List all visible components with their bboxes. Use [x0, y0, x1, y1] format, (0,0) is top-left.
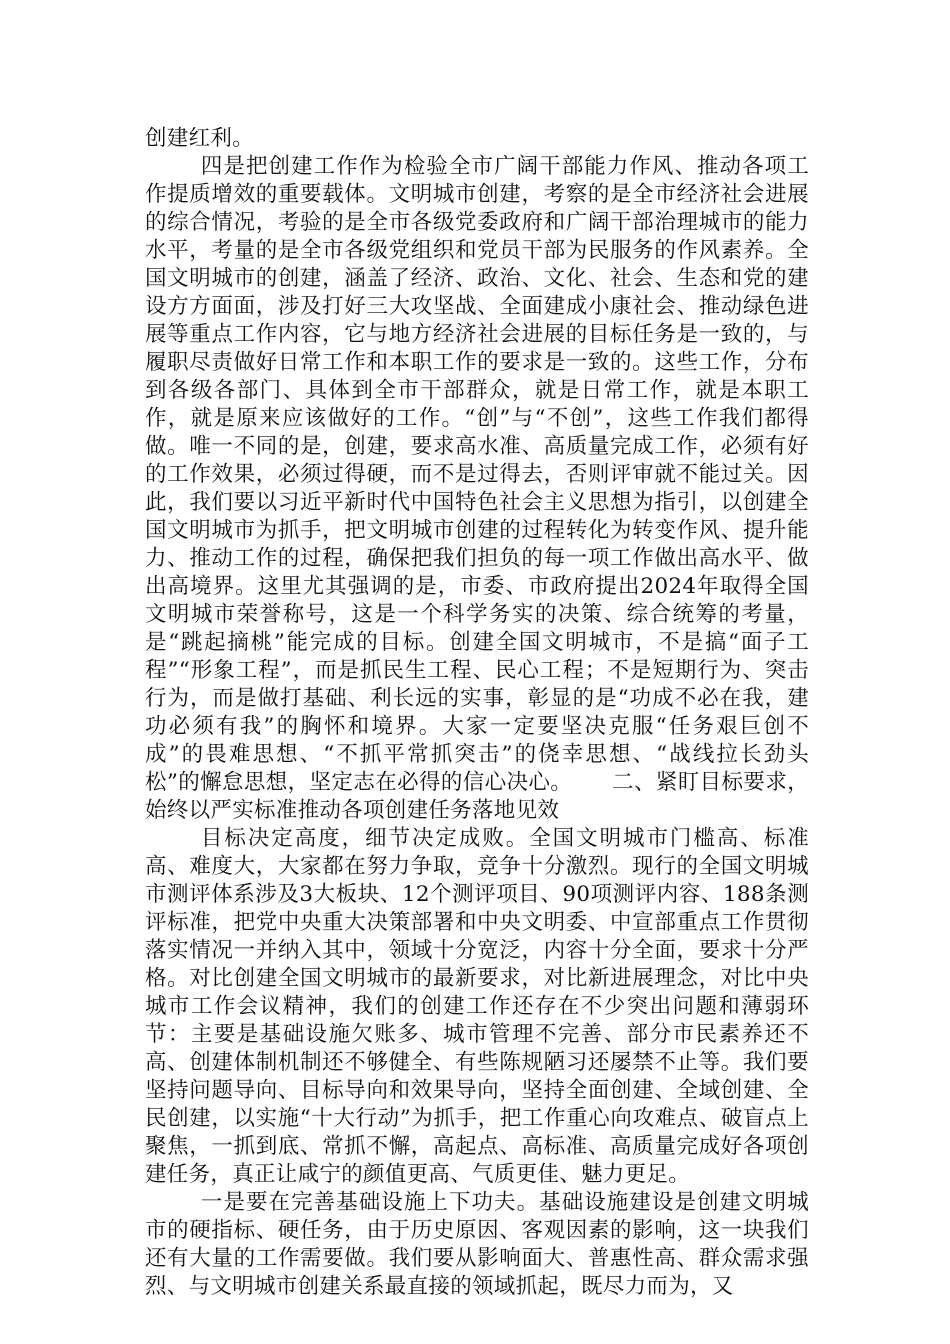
paragraph-section-four [145, 153, 809, 825]
document-page [145, 125, 809, 1301]
section-heading-two: 二、紧盯目标要求，始终以严实标准推动各项创建任务落地见效 [145, 770, 809, 823]
paragraph-continuation: 创建红利。 [145, 126, 255, 151]
paragraph-section-four-text: 四是把创建工作作为检验全市广阔干部能力作风、推动各项工作提质增效的重要载体。文明城市创建，考察的是全市经济社会进展的综合情况，考验的是全市各级党委政府和广阔干部治理城市的能力水平，考量的是全市各级党组织和党员干部为民服务的作风素养。全国文明城市的创建，涵盖了经济、政治、文化、社会、生态和党的建设方方面面，涉及打好三大攻坚战、全面建成小康社会、推动绿色进展等重点工作内容，它与地方经济社会进展的目标任务是一致的，与履职尽责做好日常工作和本职工作的要求是一致的。这些工作，分布到各级各部门、具体到全市干部群众，就是日常工作，就是本职工作，就是原来应该做好的工作。“创”与“不创”，这些工作我们都得做。唯一不同的是，创建，要求高水准、高质量完成工作，必须有好的工作效果，必须过得硬，而不是过得去，否则评审就不能过关。因此，我们要以习近平新时代中国特色社会主义思想为指引，以创建全国文明城市为抓手，把文明城市创建的过程转化为转变作风、提升能力、推动工作的过程，确保把我们担负的每一项工作做出高水平、做出高境界。这里尤其强调的是，市委、市政府提出2024年取得全国文明城市荣誉称号，这是一个科学务实的决策、综合统筹的考量，是“跳起摘桃”能完成的目标。创建全国文明城市，不是搞“面子工程”“形象工程”，而是抓民生工程、民心工程；不是短期行为、突击行为，而是做打基础、利长远的实事，彰显的是“功成不必在我，建功必须有我”的胸怀和境界。大家一定要坚决克服“任务艰巨创不成”的畏难思想、“不抓平常抓突击”的侥幸思想、“战线拉长劲头松”的懈怠思想，坚定志在必得的信心决心。 [145, 154, 809, 795]
paragraph-target-requirements: 目标决定高度，细节决定成败。全国文明城市门槛高、标准高、难度大，大家都在努力争取，竞争十分激烈。现行的全国文明城市测评体系涉及3大板块、12个测评项目、90项测评内容、188条测评标准，把党中央重大决策部署和中央文明委、中宣部重点工作贯彻落实情况一并纳入其中，领域十分宽泛，内容十分全面，要求十分严格。对比创建全国文明城市的最新要求，对比新进展理念，对比中央城市工作会议精神，我们的创建工作还存在不少突出问题和薄弱环节：主要是基础设施欠账多、城市管理不完善、部分市民素养还不高、创建体制机制还不够健全、有些陈规陋习还屡禁不止等。我们要坚持问题导向、目标导向和效果导向，坚持全面创建、全域创建、全民创建，以实施“十大行动”为抓手，把工作重心向攻难点、破盲点上聚焦，一抓到底、常抓不懈，高起点、高标准、高质量完成好各项创建任务，真正让咸宁的颜值更高、气质更佳、魅力更足。 [145, 826, 809, 1187]
paragraph-infrastructure: 一是要在完善基础设施上下功夫。基础设施建设是创建文明城市的硬指标、硬任务，由于历史原因、客观因素的影响，这一块我们还有大量的工作需要做。我们要从影响面大、普惠性高、群众需求强烈、与文明城市创建关系最直接的领域抓起，既尽力而为，又 [145, 1190, 809, 1299]
